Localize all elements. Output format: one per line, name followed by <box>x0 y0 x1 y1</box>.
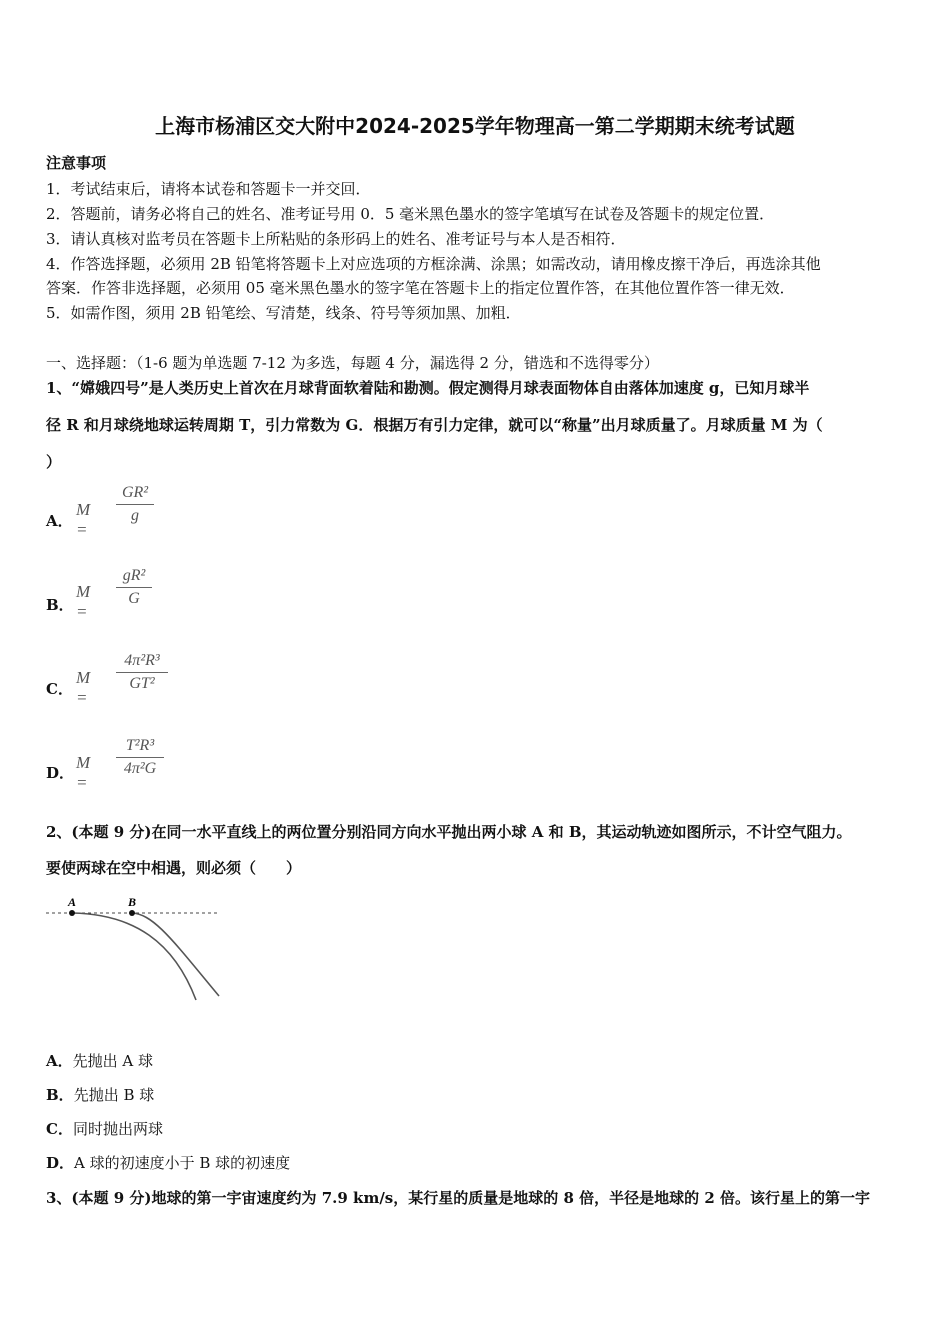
q1-stem-line1: 1、“嫦娥四号”是人类历史上首次在月球背面软着陆和勘测。假定测得月球表面物体自由落体加速度 g，已知月球半 <box>46 379 810 397</box>
option-text: 同时抛出两球 <box>72 1120 163 1138</box>
numerator: gR² <box>122 567 146 584</box>
q1-stem-line2: 径 R 和月球绕地球运转周期 T，引力常数为 G．根据万有引力定律，就可以“称量”出月球质量了。月球质量 M 为（ <box>46 416 823 434</box>
point-b-label: B <box>128 895 137 909</box>
q2-option-a <box>46 1050 153 1071</box>
notice-heading: 注意事项 <box>46 154 107 172</box>
trajectory-b <box>132 913 219 996</box>
trajectory-figure <box>44 892 224 1004</box>
numerator: T²R³ <box>125 737 155 754</box>
formula-lhs: M = <box>76 500 91 539</box>
notice-item: 2．答题前，请务必将自己的姓名、准考证号用 0．5 毫米黑色墨水的签字笔填写在试卷及答题卡的规定位置． <box>46 205 775 223</box>
denominator: g <box>131 507 139 524</box>
trajectory-a <box>72 913 196 1000</box>
notice-item: 5．如需作图，须用 2B 铅笔绘、写清楚，线条、符号等须加黑、加粗． <box>46 304 521 322</box>
option-text: 先抛出 B 球 <box>73 1086 155 1104</box>
point-a <box>69 910 75 916</box>
q2-option-c <box>46 1118 163 1139</box>
q2-stem-line1: 2、(本题 9 分)在同一水平直线上的两位置分别沿同方向水平抛出两小球 A 和 B，其运动轨迹如图所示，不计空气阻力。 <box>46 823 852 841</box>
point-a-label: A <box>68 895 77 909</box>
notice-item: 1．考试结束后，请将本试卷和答题卡一并交回． <box>46 180 371 198</box>
option-label: A． <box>46 1052 73 1070</box>
formula-lhs: M = <box>76 668 91 707</box>
q3-stem-line1: 3、(本题 9 分)地球的第一宇宙速度约为 7.9 km/s，某行星的质量是地球的 8 倍，半径是地球的 2 倍。该行星上的第一宇 <box>46 1189 871 1207</box>
page-title: 上海市杨浦区交大附中2024-2025学年物理高一第二学期期末统考试题 <box>155 114 795 138</box>
q2-option-d <box>46 1152 290 1173</box>
denominator: 4π²G <box>123 760 157 777</box>
fraction <box>116 484 154 525</box>
denominator: G <box>128 590 140 607</box>
notice-item: 4．作答选择题，必须用 2B 铅笔将答题卡上对应选项的方框涂满、涂黑；如需改动，请用橡皮擦干净后，再选涂其他 <box>46 255 821 273</box>
notice-item: 3．请认真核对监考员在答题卡上所粘贴的条形码上的姓名、准考证号与本人是否相符． <box>46 230 626 248</box>
formula-lhs: M = <box>76 753 91 792</box>
section-heading: 一、选择题：（1-6 题为单选题 7-12 为多选，每题 4 分，漏选得 2 分，错选和不选得零分） <box>46 354 659 372</box>
fraction <box>116 737 164 778</box>
fraction <box>116 567 152 608</box>
point-b <box>129 910 135 916</box>
q1-stem-line3: ） <box>46 453 62 471</box>
option-label: D． <box>46 1154 75 1172</box>
option-label: C． <box>46 1120 73 1138</box>
option-label: D． <box>46 764 75 782</box>
fraction <box>116 652 168 693</box>
option-text: 先抛出 A 球 <box>72 1052 154 1070</box>
option-label: B． <box>46 596 74 614</box>
q2-stem-line2: 要使两球在空中相遇，则必须（ ） <box>46 859 302 877</box>
option-text: A 球的初速度小于 B 球的初速度 <box>74 1154 291 1172</box>
notice-item: 答案．作答非选择题，必须用 05 毫米黑色墨水的签字笔在答题卡上的指定位置作答，在其他位置作答一律无效． <box>46 279 795 297</box>
option-label: B． <box>46 1086 74 1104</box>
option-label: C． <box>46 680 73 698</box>
numerator: 4π²R³ <box>124 652 160 669</box>
q2-option-b <box>46 1084 154 1105</box>
option-label: A． <box>46 512 73 530</box>
formula-lhs: M = <box>76 582 91 621</box>
denominator: GT² <box>129 675 155 692</box>
numerator: GR² <box>121 484 149 501</box>
